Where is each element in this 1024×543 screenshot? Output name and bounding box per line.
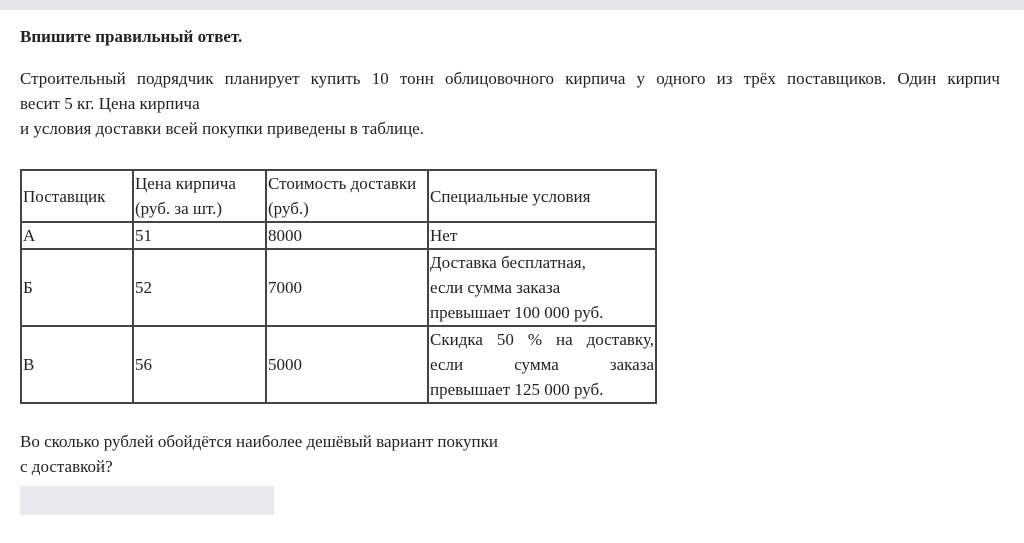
question-text bbox=[20, 429, 1000, 479]
header-price bbox=[133, 170, 266, 222]
top-bar bbox=[0, 0, 1024, 10]
answer-input[interactable] bbox=[20, 486, 274, 515]
cell-delivery: 5000 bbox=[266, 326, 428, 403]
cell-delivery: 7000 bbox=[266, 249, 428, 326]
cell-conditions-line: если сумма заказа bbox=[430, 355, 654, 374]
task-content bbox=[20, 26, 1000, 479]
cell-supplier: Б bbox=[21, 249, 133, 326]
table-header-row bbox=[21, 170, 656, 222]
cell-supplier: А bbox=[21, 222, 133, 249]
table-row bbox=[21, 249, 656, 326]
cell-delivery: 8000 bbox=[266, 222, 428, 249]
problem-line: Строительный подрядчик планирует купить 10 тонн облицовочного кирпича у одного из трёх поставщиков. Один кирпич bbox=[20, 69, 1000, 88]
header-conditions: Специальные условия bbox=[428, 170, 656, 222]
cell-conditions bbox=[428, 249, 656, 326]
header-delivery-line: (руб.) bbox=[268, 199, 309, 218]
cell-conditions-line: если сумма заказа bbox=[430, 278, 561, 297]
header-price-line: Цена кирпича bbox=[135, 174, 236, 193]
cell-price: 52 bbox=[133, 249, 266, 326]
problem-line: и условия доставки всей покупки приведены в таблице. bbox=[20, 119, 424, 138]
cell-conditions-line: превышает 100 000 руб. bbox=[430, 303, 604, 322]
suppliers-table bbox=[20, 169, 657, 404]
cell-conditions-line: превышает 125 000 руб. bbox=[430, 380, 604, 399]
cell-conditions bbox=[428, 326, 656, 403]
instruction-text: Впишите правильный ответ. bbox=[20, 27, 243, 46]
question-line: Во сколько рублей обойдётся наиболее дешёвый вариант покупки bbox=[20, 432, 498, 451]
header-delivery-line: Стоимость доставки bbox=[268, 174, 417, 193]
table-row bbox=[21, 326, 656, 403]
cell-conditions bbox=[428, 222, 656, 249]
question-line: с доставкой? bbox=[20, 457, 113, 476]
problem-line: весит 5 кг. Цена кирпича bbox=[20, 94, 200, 113]
cell-conditions-line: Доставка бесплатная, bbox=[430, 253, 586, 272]
header-price-line: (руб. за шт.) bbox=[135, 199, 223, 218]
cell-price: 51 bbox=[133, 222, 266, 249]
problem-text bbox=[20, 66, 1000, 141]
cell-price: 56 bbox=[133, 326, 266, 403]
header-supplier: Поставщик bbox=[21, 170, 133, 222]
header-delivery bbox=[266, 170, 428, 222]
cell-conditions-line: Нет bbox=[430, 226, 458, 245]
cell-supplier: В bbox=[21, 326, 133, 403]
table-row bbox=[21, 222, 656, 249]
cell-conditions-line: Скидка 50 % на доставку, bbox=[430, 330, 654, 349]
